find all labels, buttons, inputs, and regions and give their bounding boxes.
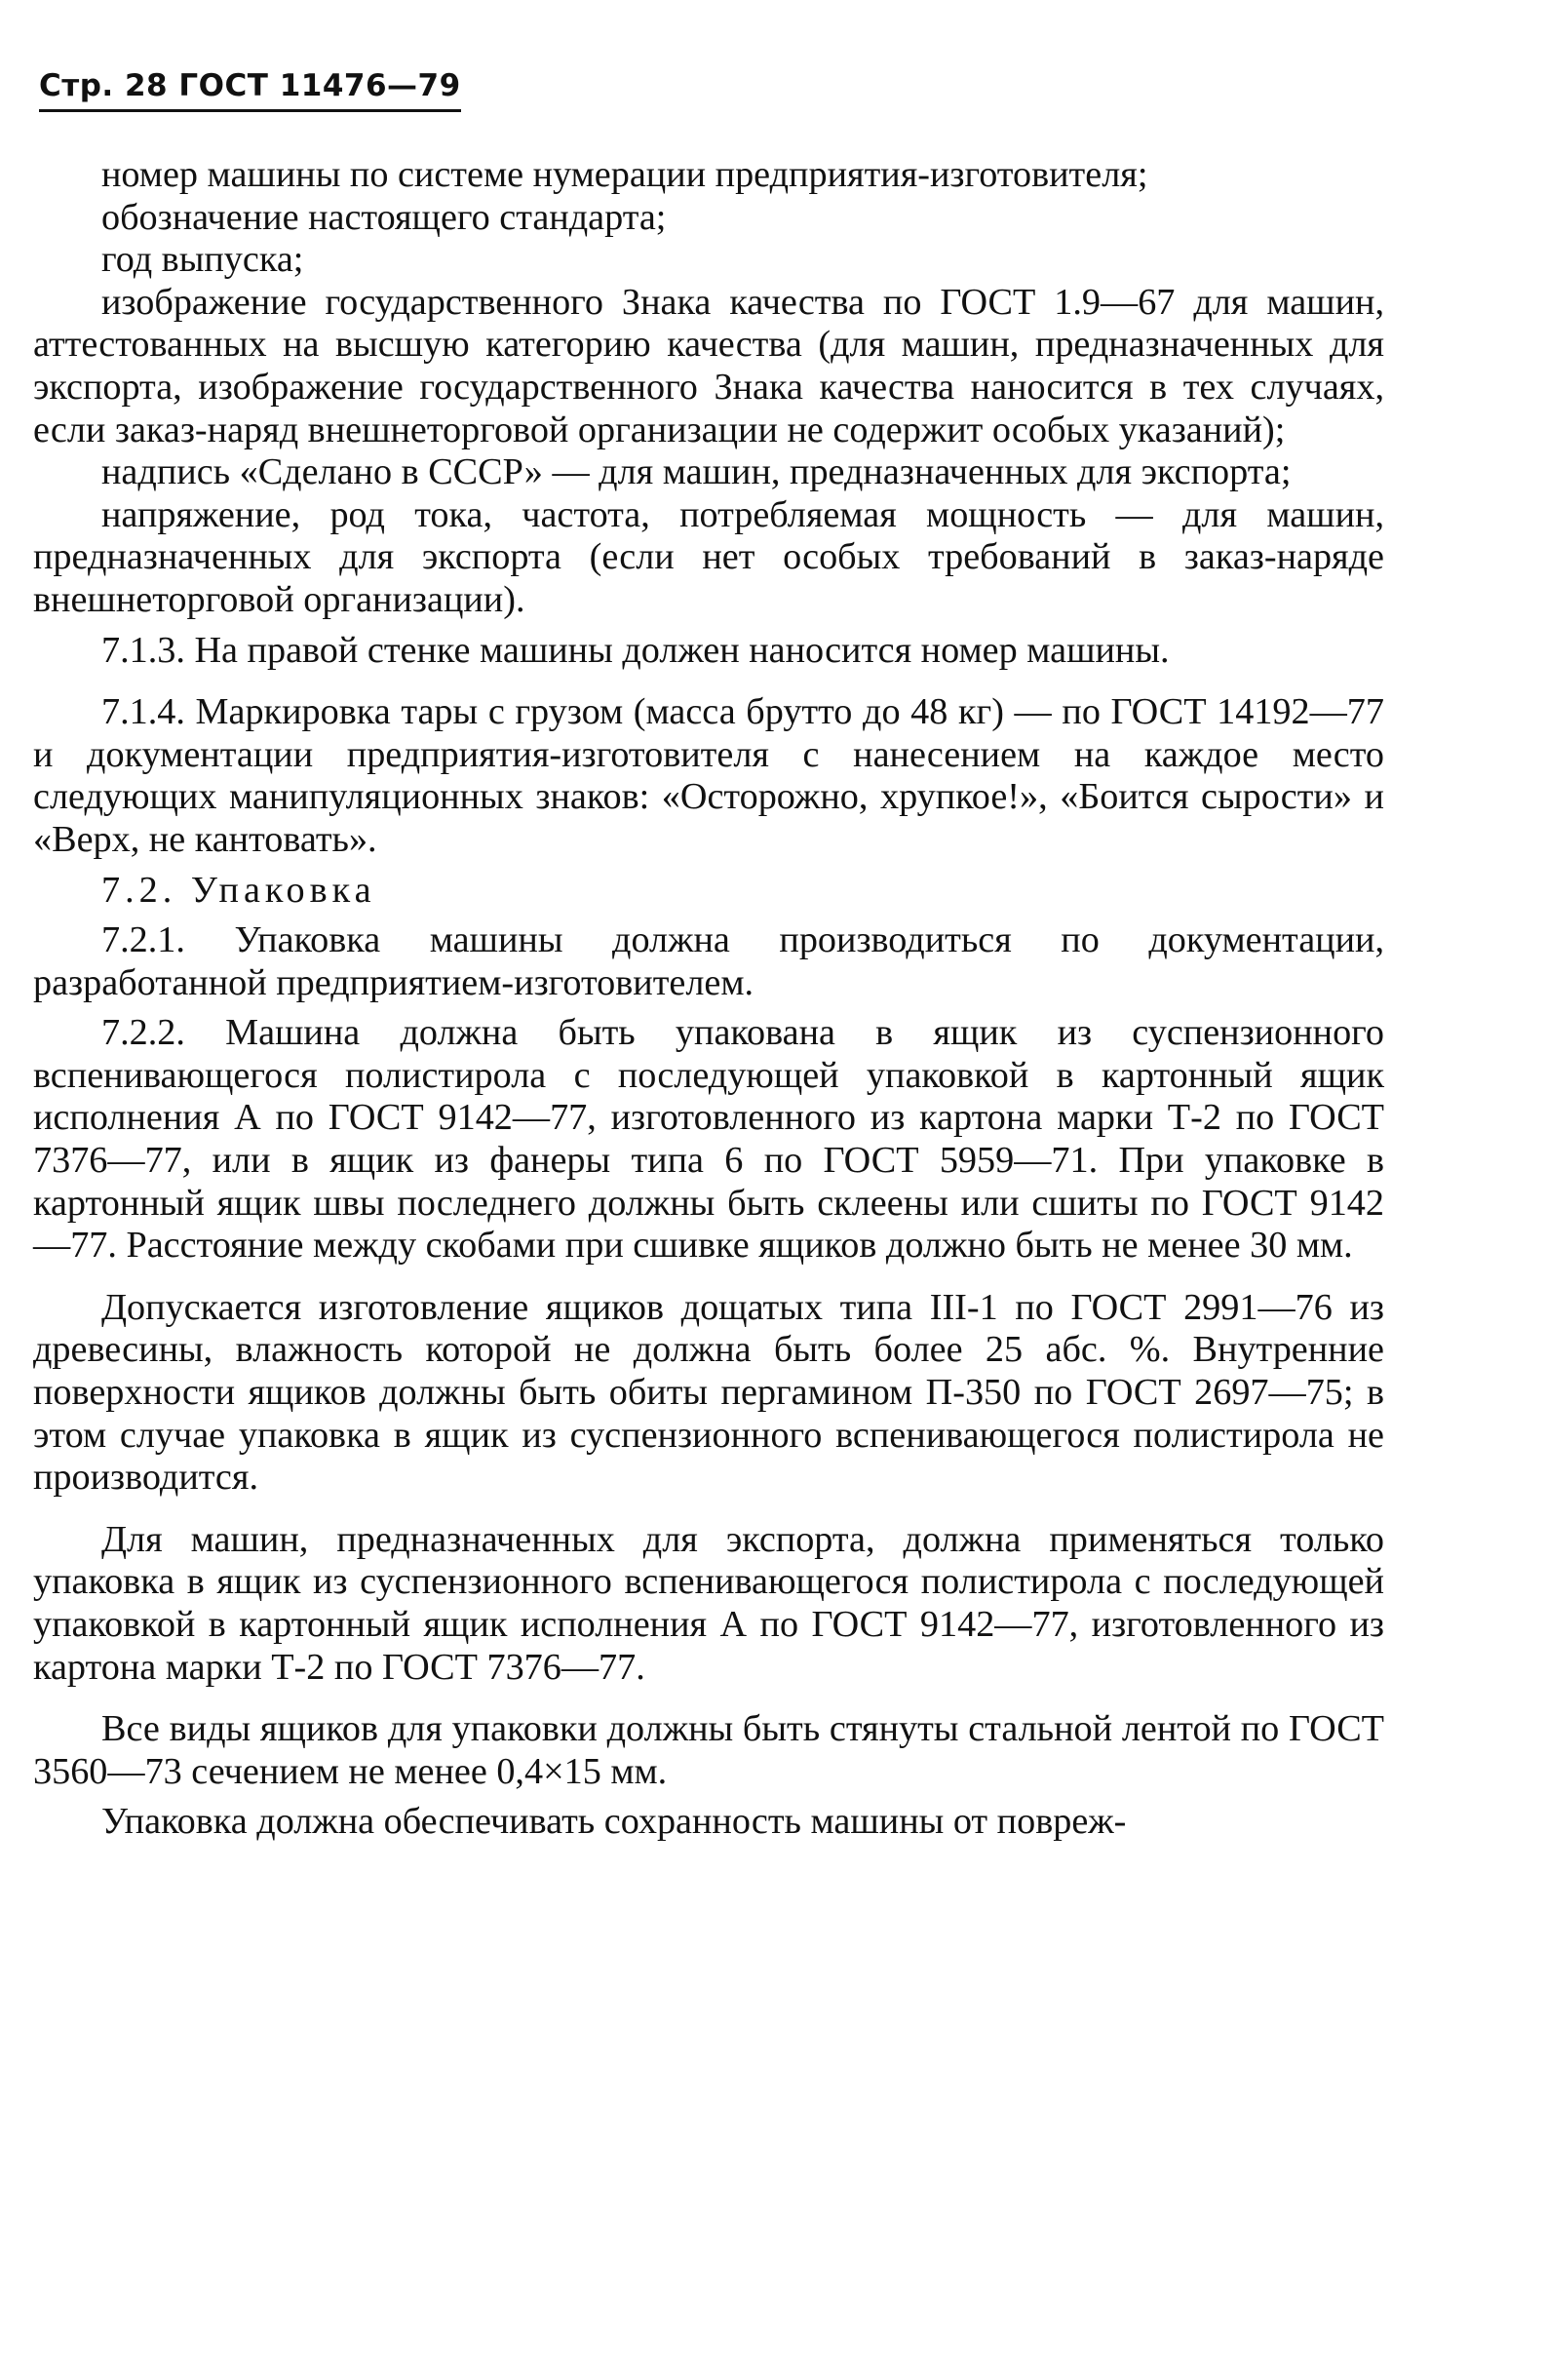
paragraph-wooden-boxes: Допускается изготовление ящиков дощатых типа III-1 по ГОСТ 2991—76 из древесины, влажность которой не должна быть более 25 абс. %. Внутренние поверхности ящиков должны быть обиты пергамином П-350 по ГОСТ 2697—75; в этом случае упаковка в ящик из суспензионного вспенивающегося полистирола не производится. [33, 1286, 1384, 1499]
paragraph-made-in-ussr: надпись «Сделано в СССР» — для машин, предназначенных для экспорта; [101, 451, 1292, 493]
paragraph-machine-number: номер машины по системе нумерации предприятия-изготовителя; [101, 154, 1148, 195]
section-heading-7-2: 7.2. Упаковка [101, 869, 376, 911]
paragraph-7-1-4: 7.1.4. Маркировка тары с грузом (масса брутто до 48 кг) — по ГОСТ 14192—77 и документации предприятия-изготовителя с нанесением на каждое место следующих манипуляционных знаков: «Осторожно, хрупкое!», «Боится сырости» и «Верх, не кантовать». [33, 691, 1384, 860]
paragraph-quality-mark: изображение государственного Знака качества по ГОСТ 1.9—67 для машин, аттестованных на высшую категорию качества (для машин, предназначенных для экспорта, изображение государственного Знака качества наносится в тех случаях, если заказ-наряд внешнеторговой организации не содержит особых указаний); [33, 281, 1384, 450]
paragraph-7-2-2: 7.2.2. Машина должна быть упакована в ящик из суспензионного вспенивающегося полистирола с последующей упаковкой в картонный ящик исполнения А по ГОСТ 9142—77, изготовленного из картона марки Т-2 по ГОСТ 7376—77, или в ящик из фанеры типа 6 по ГОСТ 5959—71. При упаковке в картонный ящик швы последнего должны быть склеены или сшиты по ГОСТ 9142—77. Расстояние между скобами при сшивке ящиков должно быть не менее 30 мм. [33, 1012, 1384, 1267]
page-header: Стр. 28 ГОСТ 11476—79 [39, 68, 461, 112]
paragraph-export-packing: Для машин, предназначенных для экспорта, должна применяться только упаковка в ящик из суспензионного вспенивающегося полистирола с последующей упаковкой в картонный ящик исполнения А по ГОСТ 9142—77, изготовленного из картона марки Т-2 по ГОСТ 7376—77. [33, 1518, 1384, 1688]
document-body [33, 154, 1384, 1844]
paragraph-voltage: напряжение, род тока, частота, потребляемая мощность — для машин, предназначенных для экспорта (если нет особых требований в заказ-наряде внешнеторговой организации). [33, 493, 1384, 620]
paragraph-7-1-3: 7.1.3. На правой стенке машины должен наносится номер машины. [101, 629, 1170, 671]
paragraph-steel-band: Все виды ящиков для упаковки должны быть стянуты стальной лентой по ГОСТ 3560—73 сечением не менее 0,4×15 мм. [33, 1708, 1384, 1792]
paragraph-standard-designation: обозначение настоящего стандарта; [101, 196, 667, 238]
paragraph-year: год выпуска; [101, 239, 304, 281]
paragraph-packing-safety: Упаковка должна обеспечивать сохранность машины от повреж- [101, 1801, 1127, 1843]
paragraph-7-2-1: 7.2.1. Упаковка машины должна производиться по документации, разработанной предприятием-изготовителем. [33, 919, 1384, 1003]
